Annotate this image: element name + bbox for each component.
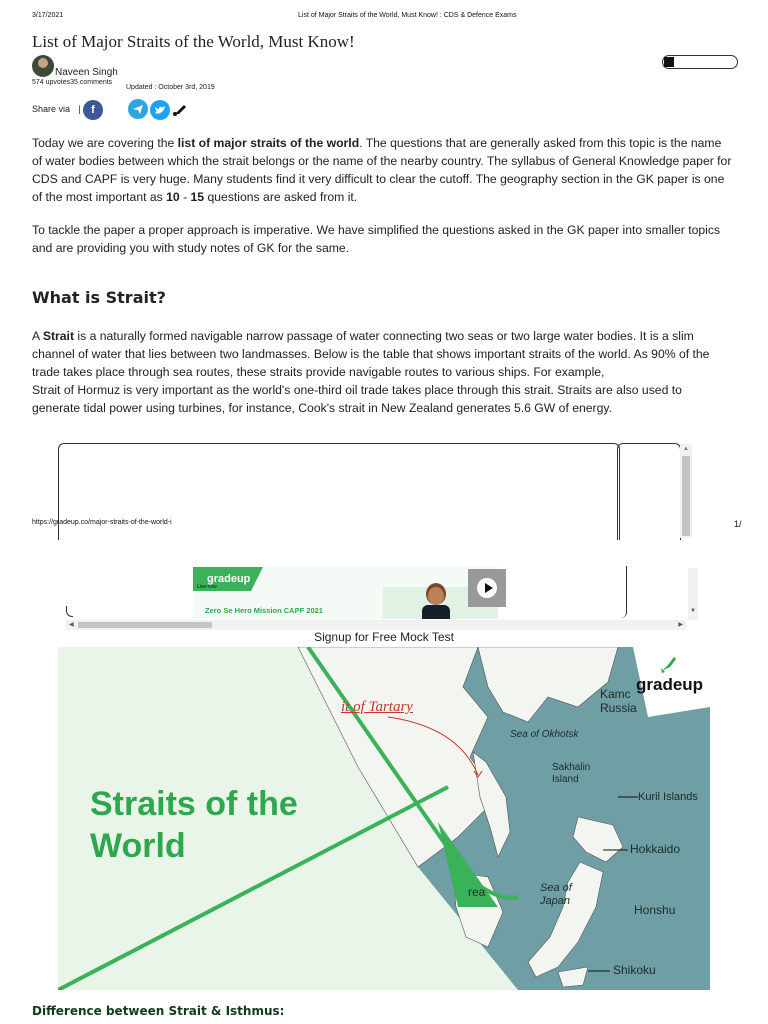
horizontal-scrollbar[interactable]: ◀ ▶ (66, 620, 686, 630)
print-page-number: 1/ (734, 519, 742, 529)
toggle-knob (664, 57, 674, 67)
share-label: Share via | (32, 104, 81, 114)
ad-scrollbar[interactable]: ▼ (688, 568, 698, 620)
signup-caption[interactable]: Signup for Free Mock Test (314, 630, 454, 644)
ad-banner[interactable] (193, 567, 498, 619)
intro-paragraph: Today we are covering the list of major straits of the world. The questions that are generally asked from this topic is the name of water bodies between which the strait belongs or the name of the nearby country. The syllabus of General Knowledge paper for CDS and CAPF is very huge. Many students find it very difficult to clear the cutoff. The geography section in the GK paper is one of the most important as 10 - 15 questions are asked from it. (32, 136, 732, 204)
ad-banner-text: Zero Se Hero Mission CAPF 2021 (205, 606, 323, 615)
print-url: https://gradeup.co/major-straits-of-the-world-i (32, 519, 172, 526)
horizontal-scroll-thumb[interactable] (78, 622, 212, 628)
print-page-title: List of Major Straits of the World, Must Know! : CDS & Defence Exams (298, 12, 517, 19)
map-label-sakhalin: Sakhalin Island (552, 762, 591, 785)
pencil-icon[interactable] (172, 101, 188, 122)
map-heading: Straits of the World (90, 785, 298, 865)
strait-definition-paragraph: A Strait is a naturally formed navigable narrow passage of water connecting two seas or two large water bodies. It is a slim channel of water that lies between two landmasses. Below is the table that shows important straits of the world. As 90% of the trade takes place through sea routes, these straits provide navigable routes to various ships. For example, Strait of Hormuz is very important as the world's one-third oil trade takes place through this strait. Straits are also used to generate tidal power using turbines, for instance, Cook's strait in New Zealand generates 5.6 GW of energy. (32, 329, 710, 415)
article-title: List of Major Straits of the World, Must Know! (32, 32, 355, 51)
ad-live-label: Live now (197, 584, 217, 590)
presenter-photo (422, 583, 450, 619)
author-avatar (32, 55, 54, 77)
map-label-russia: Kamc Russia (600, 687, 637, 715)
straits-map-image (58, 647, 710, 990)
rocket-icon (658, 653, 680, 675)
approach-paragraph: To tackle the paper a proper approach is imperative. We have simplified the questions asked in the GK paper into smaller topics and are providing you with study notes of GK for the same. (32, 223, 721, 255)
map-label-shikoku: Shikoku (613, 963, 656, 977)
updated-date: Updated : October 3rd, 2019 (126, 84, 215, 91)
facebook-icon[interactable]: f (83, 100, 103, 120)
embedded-frame-side (617, 443, 681, 540)
map-label-korea: rea (468, 885, 486, 899)
video-play-button[interactable] (468, 569, 506, 607)
section-heading-strait-vs-isthmus: Difference between Strait & Isthmus: (32, 1004, 285, 1018)
print-date: 3/17/2021 (32, 12, 64, 19)
telegram-icon[interactable] (128, 99, 148, 119)
map-label-kuril: Kuril Islands (638, 791, 698, 803)
scroll-up-icon[interactable]: ▲ (683, 446, 689, 452)
author-name[interactable]: Naveen Singh (55, 67, 118, 78)
map-label-hokkaido: Hokkaido (630, 842, 681, 856)
map-logo: gradeup (636, 675, 704, 694)
ad-brand: gradeup (207, 573, 251, 585)
frame-corner (66, 606, 73, 617)
map-label-honshu: Honshu (634, 903, 676, 917)
section-heading-what-is-strait: What is Strait? (32, 288, 166, 307)
play-icon (482, 582, 494, 594)
map-label-tartary: it of Tartary (341, 699, 413, 715)
map-label-sea-of-japan: Sea of Japan (540, 882, 572, 907)
vertical-scroll-thumb[interactable] (682, 456, 690, 536)
article-stats: 574 upvotes35 comments (32, 79, 113, 86)
twitter-icon[interactable] (150, 100, 170, 120)
toggle-switch[interactable] (662, 55, 738, 69)
map-label-okhotsk: Sea of Okhotsk (510, 729, 579, 740)
